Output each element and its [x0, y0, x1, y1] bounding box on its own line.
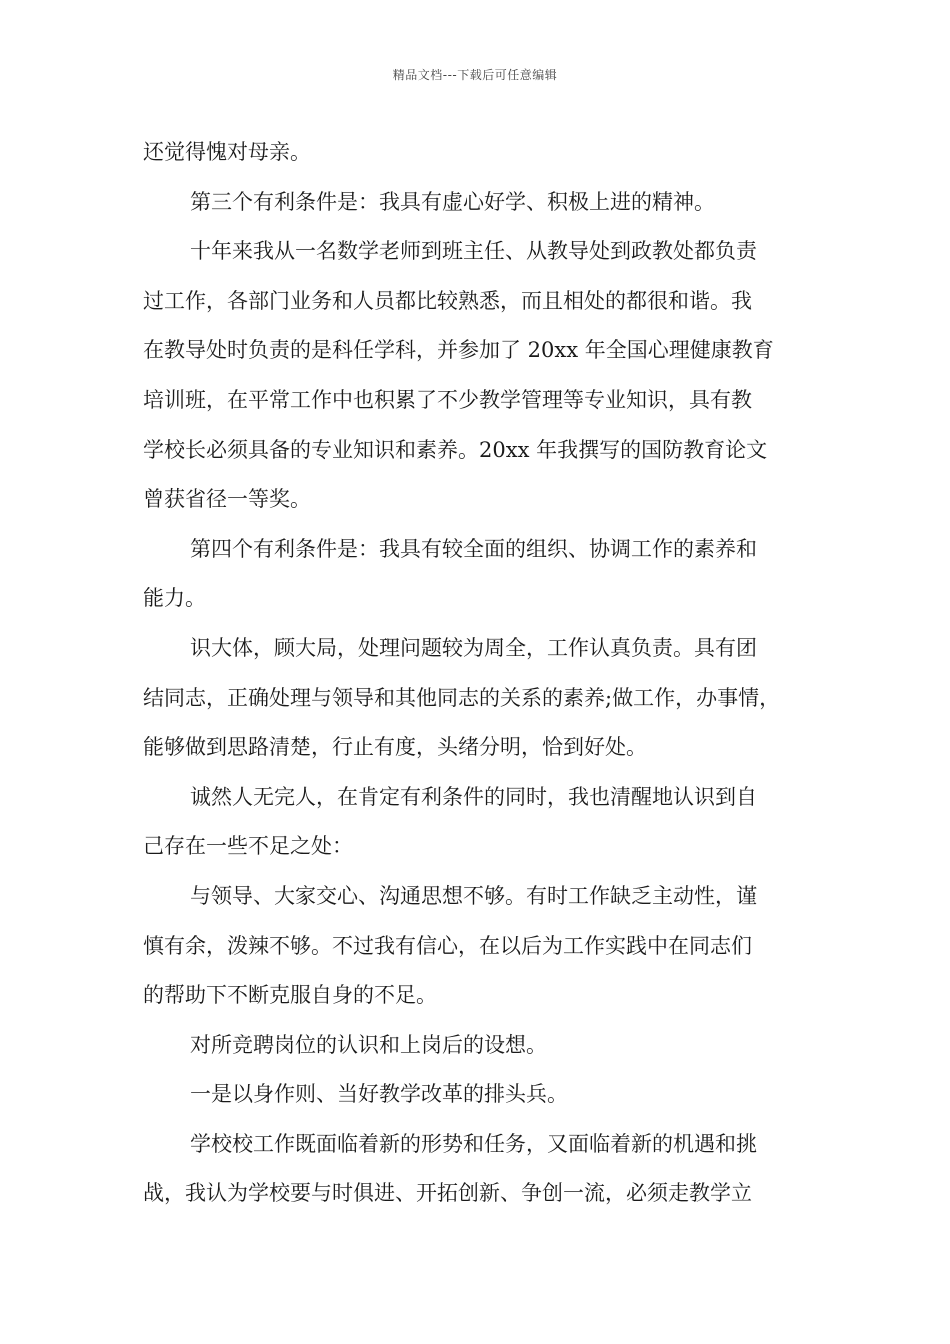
paragraph: [143, 773, 815, 872]
text-line: 十年来我从一名数学老师到班主任、从教导处到政教处都负责: [190, 239, 757, 264]
paragraph: [143, 872, 815, 1021]
paragraph: [143, 227, 815, 525]
paragraph: [143, 525, 815, 624]
text-line: 过工作，各部门业务和人员都比较熟悉，而且相处的都很和谐。我: [143, 288, 752, 313]
text-line: 曾获省径一等奖。: [143, 487, 311, 512]
text-line: 能够做到思路清楚，行止有度，头绪分明，恰到好处。: [143, 735, 647, 760]
text-line: 第三个有利条件是：我具有虚心好学、积极上进的精神。: [190, 189, 715, 214]
text-line: 与领导、大家交心、沟通思想不够。有时工作缺乏主动性，谨: [190, 883, 757, 908]
text-line: 结同志，正确处理与领导和其他同志的关系的素养;做工作，办事情，: [143, 685, 781, 710]
text-line: 一是以身作则、当好教学改革的排头兵。: [190, 1082, 568, 1107]
text-line: 还觉得愧对母亲。: [143, 140, 311, 164]
text-line: 慎有余，泼辣不够。不过我有信心，在以后为工作实践中在同志们: [143, 933, 752, 958]
page-header: 精品文档---下载后可任意编辑: [392, 68, 558, 82]
text-line: 的帮助下不断克服自身的不足。: [143, 983, 437, 1008]
text-line: 学校校工作既面临着新的形势和任务，又面临着新的机遇和挑: [190, 1131, 757, 1156]
paragraph: [143, 1021, 815, 1071]
document-body: [143, 128, 815, 1219]
text-line: 在教导处时负责的是科任学科，并参加了 20xx 年全国心理健康教育: [143, 338, 774, 363]
text-line: 诚然人无完人，在肯定有利条件的同时，我也清醒地认识到自: [190, 784, 757, 809]
text-line: 对所竞聘岗位的认识和上岗后的设想。: [190, 1032, 547, 1057]
text-line: 识大体，顾大局，处理问题较为周全，工作认真负责。具有团: [190, 635, 757, 660]
paragraph: [143, 178, 815, 228]
text-line: 第四个有利条件是：我具有较全面的组织、协调工作的素养和: [190, 536, 757, 561]
text-line: 战，我认为学校要与时俱进、开拓创新、争创一流，必须走教学立: [143, 1181, 752, 1206]
paragraph: [143, 1070, 815, 1120]
text-line: 能力。: [143, 586, 206, 611]
text-line: 己存在一些不足之处：: [143, 834, 353, 859]
text-line: 培训班，在平常工作中也积累了不少教学管理等专业知识，具有教: [143, 387, 752, 412]
paragraph: [143, 1120, 815, 1219]
text-line: 学校长必须具备的专业知识和素养。20xx 年我撰写的国防教育论文: [143, 437, 768, 462]
paragraph: [143, 128, 815, 178]
paragraph: [143, 624, 815, 773]
